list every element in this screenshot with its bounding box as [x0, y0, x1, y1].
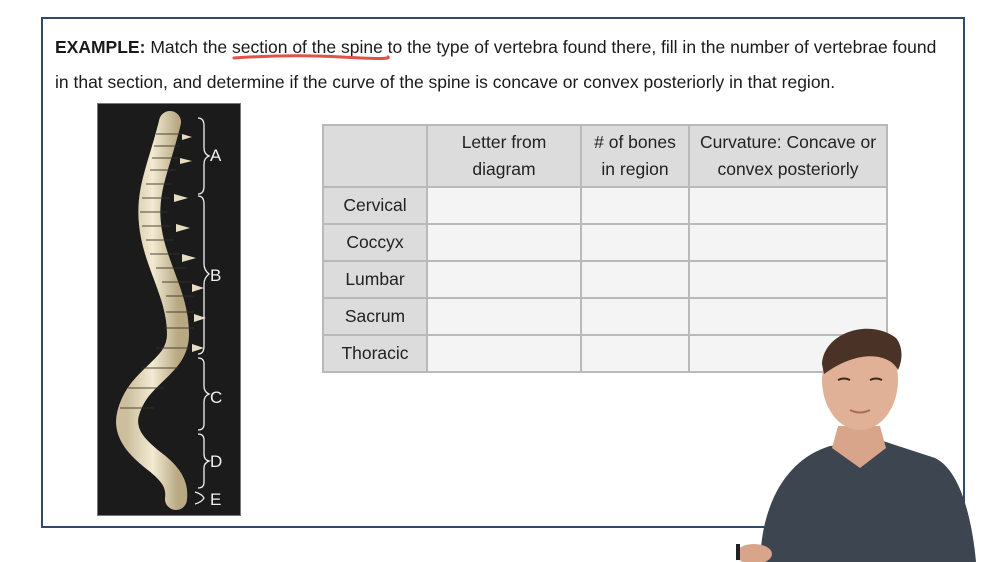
diagram-label-d: D [210, 452, 223, 471]
red-underline-annotation [232, 51, 392, 63]
row-label-coccyx: Coccyx [323, 224, 427, 261]
row-label-sacrum: Sacrum [323, 298, 427, 335]
cell-bones-sacrum[interactable] [581, 298, 689, 335]
example-line-1: Match the section of the spine to the type of vertebra found there, fill in the number of vertebrae found [150, 37, 937, 57]
row-label-lumbar: Lumbar [323, 261, 427, 298]
cell-bones-cervical[interactable] [581, 187, 689, 224]
cell-curvature-lumbar[interactable] [689, 261, 887, 298]
presenter-video-overlay [720, 318, 990, 562]
diagram-label-a: A [210, 146, 222, 165]
diagram-label-e: E [210, 490, 222, 509]
table-header-row [323, 125, 887, 187]
spine-diagram [97, 103, 241, 516]
diagram-label-c: C [210, 388, 223, 407]
cell-bones-thoracic[interactable] [581, 335, 689, 372]
diagram-label-b: B [210, 266, 222, 285]
cell-letter-coccyx[interactable] [427, 224, 581, 261]
header-curvature: Curvature: Concave or convex posteriorly [689, 125, 887, 187]
example-label: EXAMPLE: [55, 37, 146, 57]
header-blank [323, 125, 427, 187]
cell-letter-sacrum[interactable] [427, 298, 581, 335]
header-letter: Letter from diagram [427, 125, 581, 187]
cell-bones-coccyx[interactable] [581, 224, 689, 261]
cell-letter-thoracic[interactable] [427, 335, 581, 372]
cell-curvature-coccyx[interactable] [689, 224, 887, 261]
header-bones: # of bones in region [581, 125, 689, 187]
cell-bones-lumbar[interactable] [581, 261, 689, 298]
table-row [323, 261, 887, 298]
row-label-thoracic: Thoracic [323, 335, 427, 372]
example-prompt [55, 30, 960, 100]
cell-curvature-cervical[interactable] [689, 187, 887, 224]
row-label-cervical: Cervical [323, 187, 427, 224]
table-row [323, 224, 887, 261]
table-row [323, 187, 887, 224]
cell-letter-cervical[interactable] [427, 187, 581, 224]
cell-letter-lumbar[interactable] [427, 261, 581, 298]
example-line-2: in that section, and determine if the curve of the spine is concave or convex posteriorly in that region. [55, 72, 836, 92]
